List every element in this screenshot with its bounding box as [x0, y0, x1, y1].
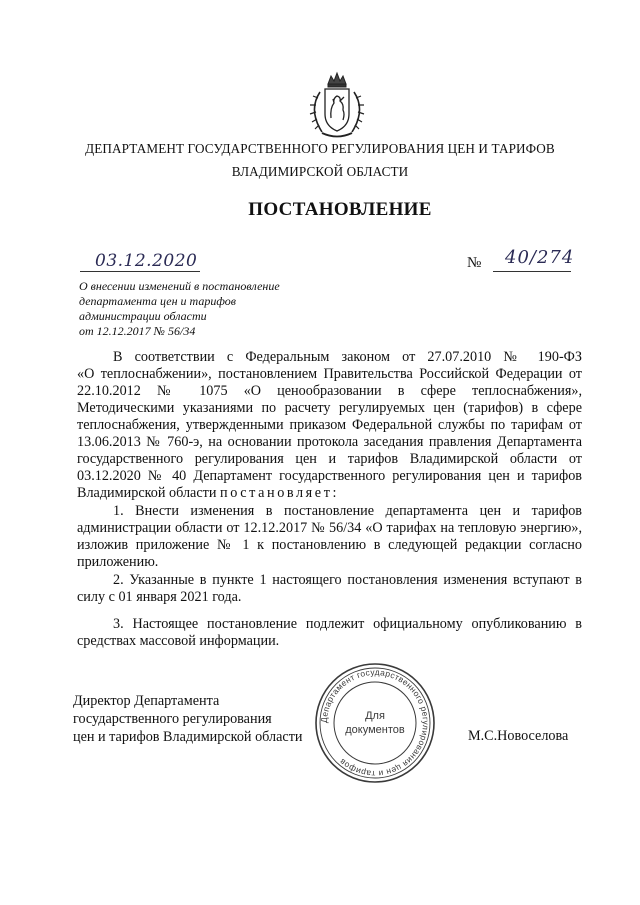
text-line: 13.06.2013 № 760-э, на основании протокола заседания правления Департамента — [77, 434, 582, 450]
department-name-line1: ДЕПАРТАМЕНТ ГОСУДАРСТВЕННОГО РЕГУЛИРОВАНИЯ ЦЕН И ТАРИФОВ — [85, 141, 555, 156]
text-line: администрации области от 12.12.2017 № 56/34 «О тарифах на тепловую энергию», — [77, 520, 582, 536]
department-name-line2: ВЛАДИМИРСКОЙ ОБЛАСТИ — [231, 164, 409, 179]
subject-line: департамента цен и тарифов — [79, 294, 236, 308]
text-line: В соответствии с Федеральным законом от 27.07.2010 № 190-ФЗ — [113, 349, 582, 365]
text-line: «О теплоснабжении», постановлением Правительства Российской Федерации от — [77, 366, 582, 382]
stamp-center-line1: Для — [365, 710, 385, 722]
subject-line: от 12.12.2017 № 56/34 — [79, 324, 196, 338]
text-line: 1. Внести изменения в постановление департамента цен и тарифов — [113, 503, 582, 519]
document-subject — [79, 279, 280, 339]
stamp-center-line2: документов — [345, 724, 405, 736]
text-line: 3. Настоящее постановление подлежит официальному опубликованию в — [113, 616, 582, 632]
text-line: приложению. — [77, 554, 159, 570]
svg-text:Департамент государственного р — [319, 667, 431, 779]
clause-3-paragraph — [77, 616, 582, 650]
text-line: теплоснабжения, утвержденными приказом Федеральной службы по тарифам от — [77, 417, 582, 433]
document-type-title: ПОСТАНОВЛЕНИЕ — [248, 199, 432, 220]
coat-of-arms-emblem — [300, 70, 374, 142]
resolution-word: постановляет: — [220, 485, 340, 501]
text-line: Методическими указаниями по расчету регулируемых цен (тарифов) в сфере — [77, 400, 582, 416]
position-line: цен и тарифов Владимирской области — [73, 729, 303, 745]
handwritten-date: 03.12.2020 — [95, 251, 198, 271]
number-underline — [493, 271, 571, 272]
number-sign: № — [467, 255, 482, 271]
text-line: изложив приложение № 1 к постановлению в следующей редакции согласно — [77, 537, 582, 553]
text-fragment: Владимирской области — [77, 485, 217, 501]
text-line: средствах массовой информации. — [77, 633, 280, 649]
text-line: 03.12.2020 № 40 Департамент государственного регулирования цен и тарифов — [77, 468, 582, 484]
stamp-ring-text: Департамент государственного регулирования цен и тарифов — [318, 666, 432, 780]
text-line-final — [77, 485, 582, 502]
subject-line: О внесении изменений в постановление — [79, 279, 280, 293]
clause-2-paragraph — [77, 572, 582, 606]
handwritten-document-number: 40/274 — [505, 247, 575, 268]
text-line: 2. Указанные в пункте 1 настоящего постановления изменения вступают в — [113, 572, 582, 588]
text-line: 22.10.2012 № 1075 «О ценообразовании в сфере теплоснабжения», — [77, 383, 582, 399]
subject-line: администрации области — [79, 309, 207, 323]
position-line: государственного регулирования — [73, 711, 272, 727]
text-line: силу с 01 января 2021 года. — [77, 589, 242, 605]
preamble-paragraph — [77, 349, 582, 502]
official-round-stamp — [312, 660, 438, 786]
clause-1-paragraph — [77, 503, 582, 571]
text-line: государственного регулирования цен и тарифов Владимирской области от — [77, 451, 582, 467]
signatory-position — [73, 692, 303, 746]
position-line: Директор Департамента — [73, 693, 220, 709]
signatory-name: М.С.Новоселова — [468, 728, 569, 744]
date-underline — [80, 271, 200, 272]
